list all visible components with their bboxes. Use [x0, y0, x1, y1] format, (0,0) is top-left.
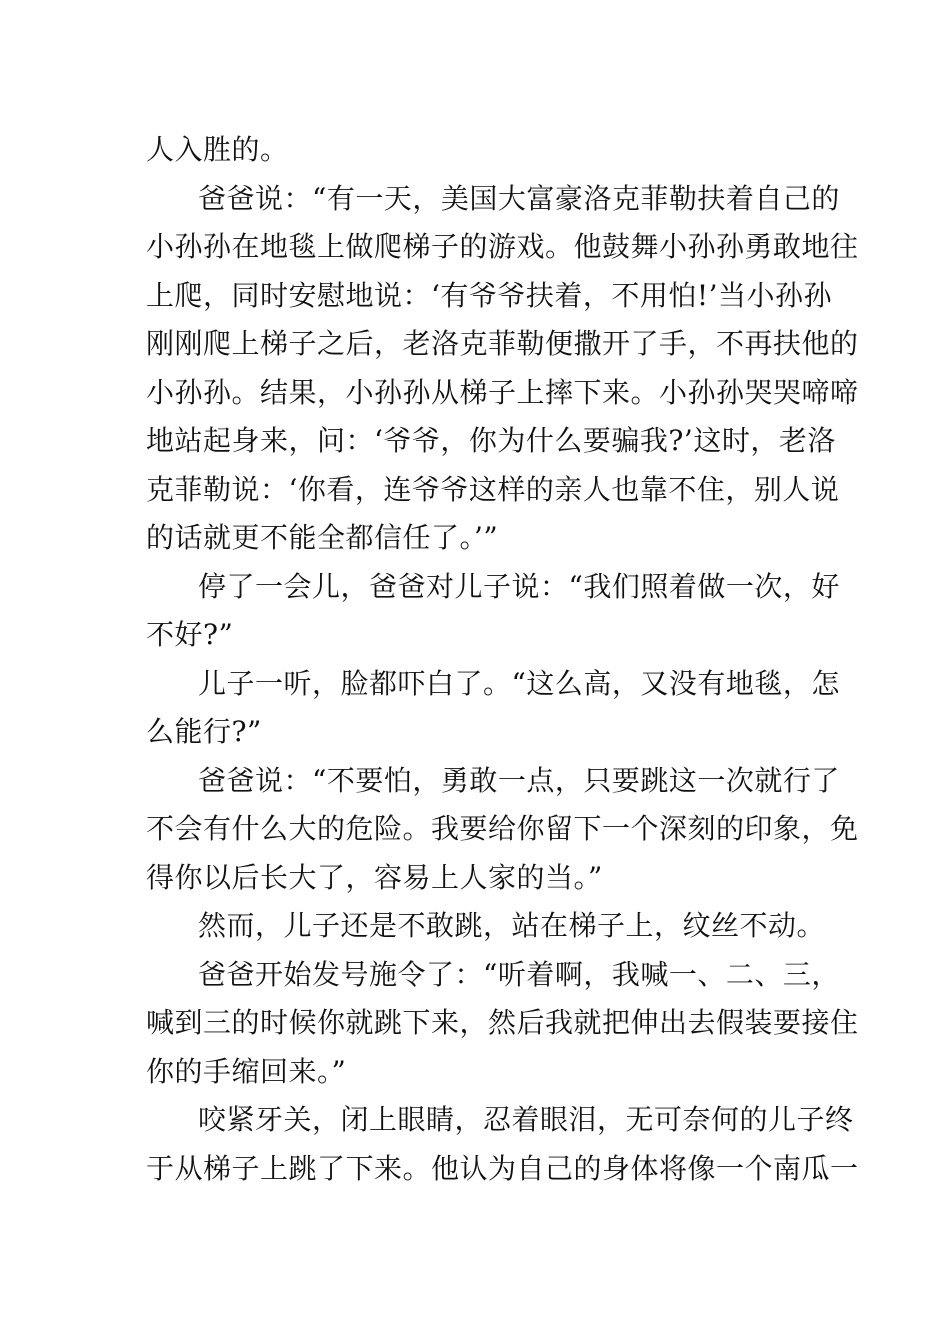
text-line: 地站起身来，问：‘爷爷，你为什么要骗我?’这时，老洛 — [146, 424, 836, 457]
text-line: 不好?” — [146, 618, 234, 651]
text-line: 人入胜的。 — [146, 133, 289, 166]
text-line: 停了一会儿，爸爸对儿子说：“我们照着做一次，好 — [198, 569, 840, 603]
text-line: 小孙孙。结果，小孙孙从梯子上摔下来。小孙孙哭哭啼啼 — [146, 375, 859, 409]
text-line: 的话就更不能全都信任了。’” — [146, 521, 499, 554]
text-line: 上爬，同时安慰地说：‘有爷爷扶着，不用怕!’当小孙孙 — [146, 278, 833, 312]
text-line: 儿子一听，脸都吓白了。“这么高，又没有地毯，怎 — [198, 666, 840, 700]
text-line: 爸爸开始发号施令了：“听着啊，我喊一、二、三， — [198, 957, 840, 991]
text-line: 刚刚爬上梯子之后，老洛克菲勒便撒开了手，不再扶他的 — [146, 327, 859, 360]
text-line: 爸爸说：“有一天，美国大富豪洛克菲勒扶着自己的 — [198, 181, 840, 215]
text-line: 得你以后长大了，容易上人家的当。” — [146, 860, 603, 894]
text-line: 爸爸说：“不要怕，勇敢一点，只要跳这一次就行了 — [198, 763, 840, 797]
text-line: 不会有什么大的危险。我要给你留下一个深刻的印象，免 — [146, 812, 859, 845]
text-line: 喊到三的时候你就跳下来，然后我就把伸出去假装要接住 — [146, 1006, 859, 1039]
body-text — [146, 126, 859, 1193]
text-line: 你的手缩回来。” — [146, 1054, 347, 1088]
text-line: 么能行?” — [146, 715, 262, 748]
text-line: 然而，儿子还是不敢跳，站在梯子上，纹丝不动。 — [198, 909, 826, 942]
text-line: 于从梯子上跳了下来。他认为自己的身体将像一个南瓜一 — [146, 1151, 859, 1185]
text-line: 咬紧牙关，闭上眼睛，忍着眼泪，无可奈何的儿子终 — [198, 1103, 854, 1136]
text-line: 小孙孙在地毯上做爬梯子的游戏。他鼓舞小孙孙勇敢地往 — [146, 230, 859, 263]
text-line: 克菲勒说：‘你看，连爷爷这样的亲人也靠不住，别人说 — [146, 472, 840, 506]
